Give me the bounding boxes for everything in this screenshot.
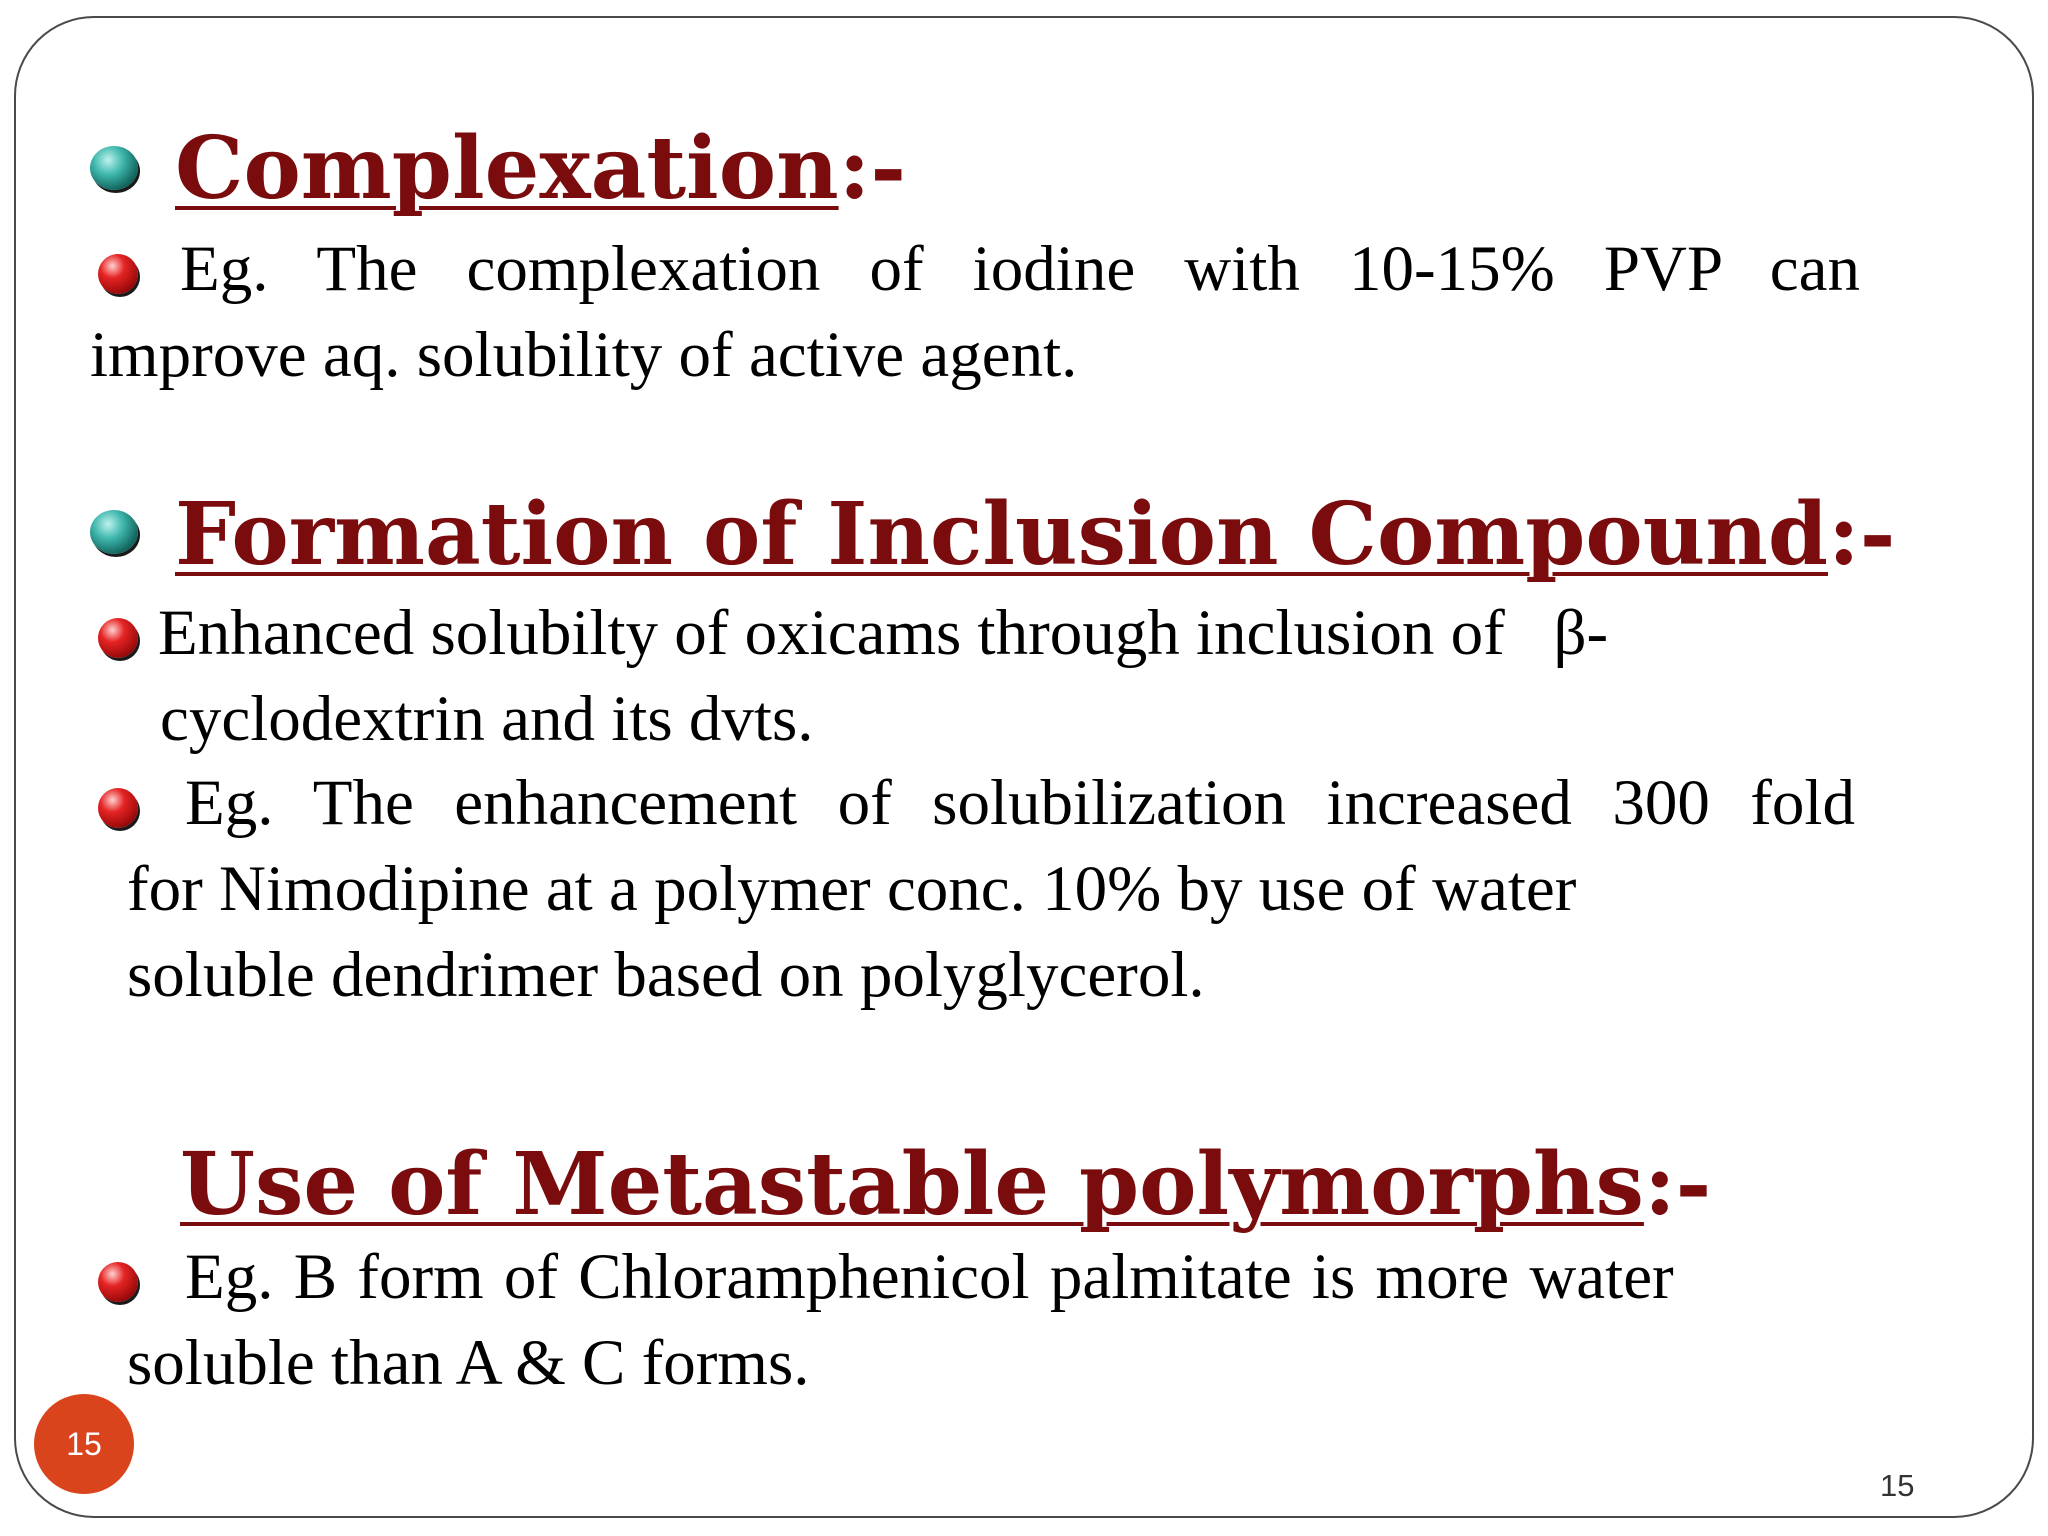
nimodipine-text-line2: for Nimodipine at a polymer conc. 10% by use of water — [127, 853, 1577, 925]
red-bullet-icon — [98, 618, 138, 658]
heading-metastable-polymorphs: Use of Metastable polymorphs:- — [180, 1134, 1712, 1235]
polymorph-text-line2: soluble than A & C forms. — [127, 1327, 810, 1399]
page-number: 15 — [1880, 1468, 1915, 1503]
inclusion-text-line2: cyclodextrin and its dvts. — [160, 683, 814, 755]
gem-bullet-icon — [90, 510, 138, 554]
complexation-text-line1: Eg. The complexation of iodine with 10-15% PVP can — [180, 233, 1860, 305]
heading-complexation: Complexation:- — [175, 118, 907, 219]
red-bullet-icon — [98, 254, 138, 294]
nimodipine-text-line1: Eg. The enhancement of solubilization increased 300 fold — [185, 767, 1855, 839]
red-bullet-icon — [98, 788, 138, 828]
nimodipine-text-line3: soluble dendrimer based on polyglycerol. — [127, 939, 1205, 1011]
heading-inclusion-compound: Formation of Inclusion Compound:- — [175, 484, 1896, 585]
inclusion-text-line1: Enhanced solubilty of oxicams through inclusion of β- — [158, 597, 1609, 669]
page-number-badge: 15 — [34, 1394, 134, 1494]
complexation-text-line2: improve aq. solubility of active agent. — [90, 319, 1078, 391]
gem-bullet-icon — [90, 146, 138, 190]
red-bullet-icon — [98, 1262, 138, 1302]
polymorph-text-line1: Eg. B form of Chloramphenicol palmitate is more water — [185, 1241, 1674, 1313]
